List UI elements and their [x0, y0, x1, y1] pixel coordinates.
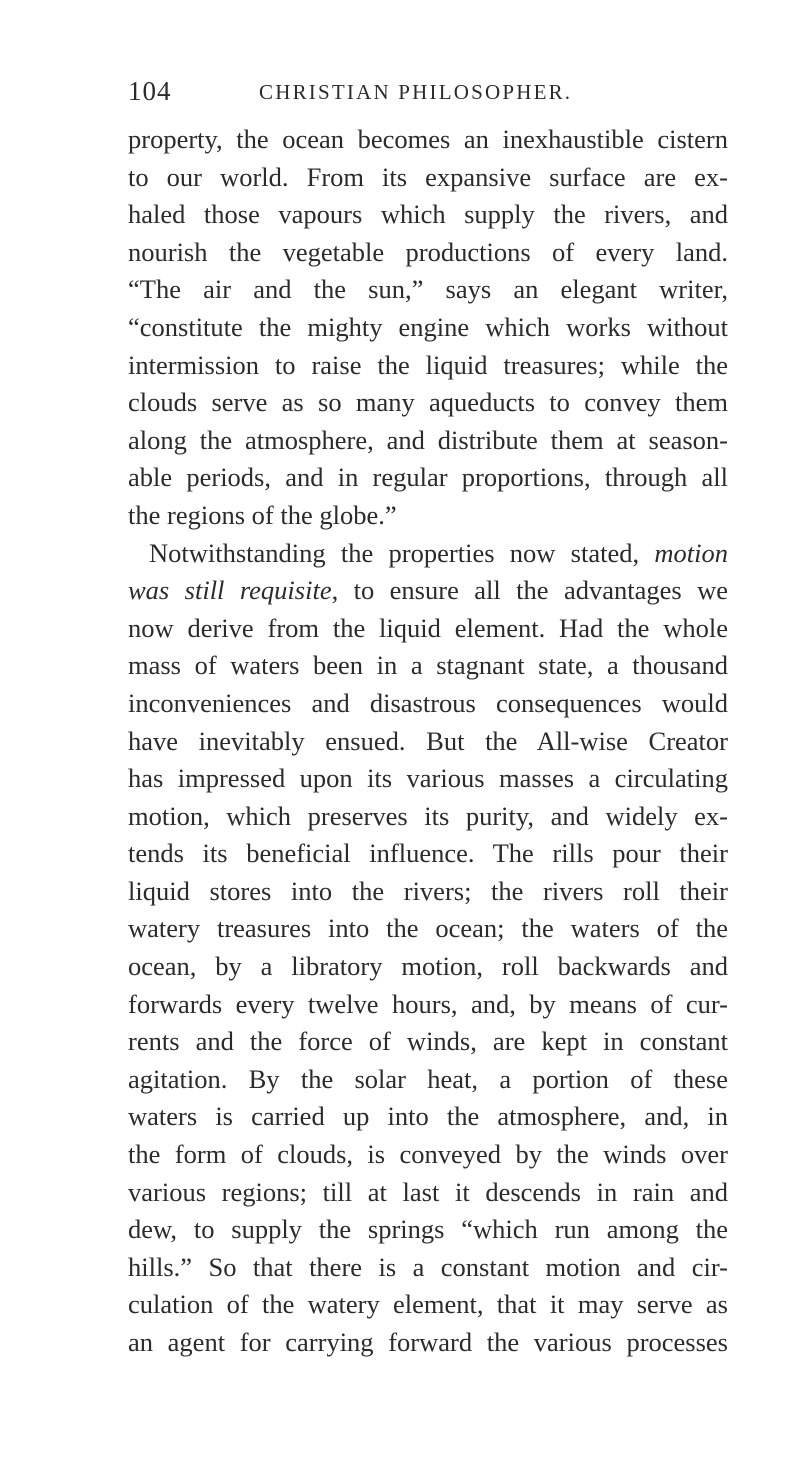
body-text [128, 121, 728, 1362]
text-line: dew, to supply the springs “which run among the [128, 1214, 728, 1245]
text-line: waters is carried up into the atmosphere, and, in [128, 1101, 728, 1132]
text-line: nourish the vegetable productions of every land. [128, 236, 728, 267]
text-line: inconveniences and disastrous consequences would [128, 687, 728, 718]
text-line: hills.” So that there is a constant motion and cir- [128, 1251, 728, 1282]
text-line: along the atmosphere, and distribute them at season- [128, 424, 728, 455]
running-head [128, 76, 728, 112]
text-line: property, the ocean becomes an inexhaustible cistern [128, 124, 728, 154]
text-line: liquid stores into the rivers; the rivers roll their [128, 875, 728, 906]
text-line: watery treasures into the ocean; the waters of the [128, 913, 728, 944]
text-line: “The air and the sun,” says an elegant writer, [128, 274, 728, 305]
text-line: agitation. By the solar heat, a portion of these [128, 1063, 728, 1094]
text-line: clouds serve as so many aqueducts to convey them [128, 387, 728, 418]
text-line: forwards every twelve hours, and, by means of cur- [128, 988, 728, 1019]
text-line: various regions; till at last it descends in rain and [128, 1176, 728, 1207]
text-line: the regions of the globe.” [128, 499, 397, 530]
text-line: mass of waters been in a stagnant state, a thousand [128, 650, 728, 681]
text-line: motion, which preserves its purity, and widely ex- [128, 800, 728, 831]
italic-emphasis: was still requisite [128, 575, 332, 606]
text-line: ocean, by a libratory motion, roll backwards and [128, 951, 728, 982]
text-line: was still requisite, to ensure all the advantages we [128, 575, 728, 606]
text-line: “constitute the mighty engine which works without [128, 311, 728, 342]
text-line: able periods, and in regular proportions, through all [128, 462, 728, 493]
text-line: rents and the force of winds, are kept in constant [128, 1026, 728, 1057]
text-line: an agent for carrying forward the various processes [128, 1327, 728, 1357]
text-line: Notwithstanding the properties now stated, motion [149, 537, 728, 568]
page-number: 104 [128, 76, 172, 106]
text-line: to our world. From its expansive surface are ex- [128, 161, 728, 192]
text-line: the form of clouds, is conveyed by the winds over [128, 1139, 728, 1170]
text-line: tends its beneficial influence. The rills pour their [128, 838, 728, 869]
text-line: have inevitably ensued. But the All-wise Creator [128, 725, 728, 756]
text-line: culation of the watery element, that it may serve as [128, 1289, 728, 1320]
text-line: intermission to raise the liquid treasures; while the [128, 349, 728, 380]
text-line: haled those vapours which supply the rivers, and [128, 199, 728, 230]
running-title: CHRISTIAN PHILOSOPHER. [259, 80, 573, 104]
text-line: has impressed upon its various masses a circulating [128, 763, 728, 794]
italic-emphasis: motion [654, 537, 728, 568]
text-line: now derive from the liquid element. Had the whole [128, 612, 728, 643]
